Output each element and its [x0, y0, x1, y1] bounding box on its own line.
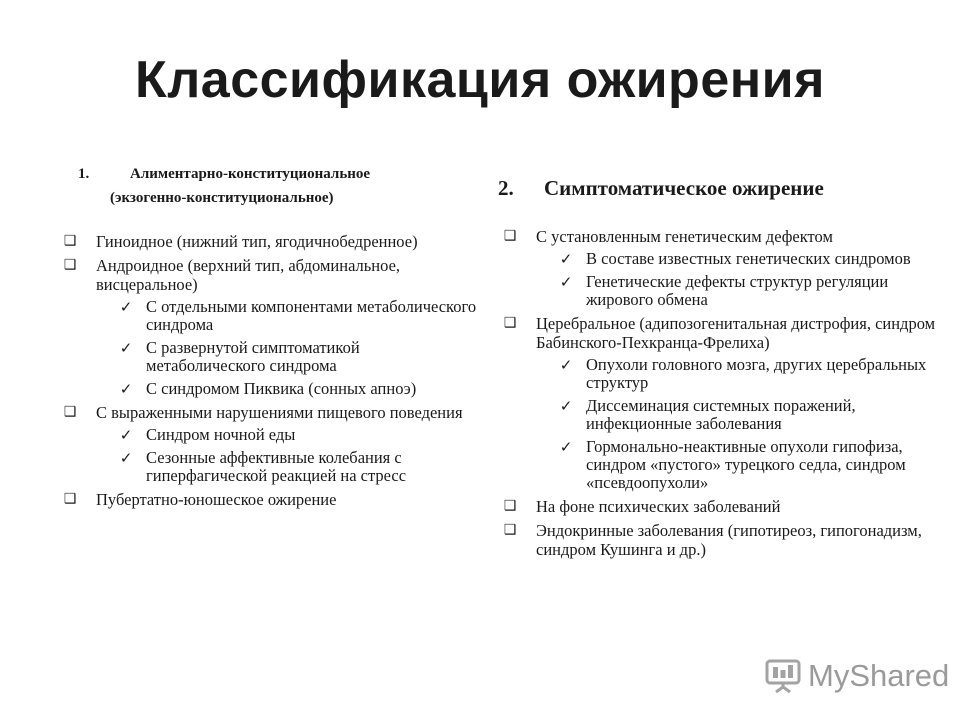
list-item — [500, 521, 940, 559]
sub-list-item — [536, 356, 940, 392]
list-item-text: На фоне психических заболеваний — [536, 497, 781, 516]
checkmark-icon: ✓ — [559, 438, 573, 456]
checkmark-icon: ✓ — [119, 380, 133, 398]
sub-list-item-text: Диссеминация системных поражений, инфекционные заболевания — [586, 396, 856, 433]
list-item-text: С установленным генетическим дефектом — [536, 227, 833, 246]
sub-list-item-text: Гормонально-неактивные опухоли гипофиза, синдром «пустого» турецкого седла, синдром «псевдоопухоли» — [586, 437, 906, 492]
list-item — [500, 314, 940, 492]
sub-list-item-text: Сезонные аффективные колебания с гиперфагической реакцией на стресс — [146, 448, 407, 485]
sub-list-item-text: Опухоли головного мозга, других церебральных структур — [586, 355, 927, 392]
checkbox-bullet-icon: ❑ — [63, 233, 77, 249]
list-item-text: Пубертатно-юношеское ожирение — [96, 490, 337, 509]
sub-list — [96, 298, 480, 398]
left-heading — [78, 162, 480, 210]
sub-list-item — [536, 397, 940, 433]
list-item — [60, 256, 480, 398]
checkmark-icon: ✓ — [119, 339, 133, 357]
right-heading — [498, 175, 940, 201]
checkbox-bullet-icon: ❑ — [63, 491, 77, 507]
left-heading-number: 1. — [78, 166, 90, 182]
list-item-text: Церебральное (адипозогенитальная дистрофия, синдром Бабинского-Пехкранца-Фрелиха) — [536, 314, 936, 352]
checkbox-bullet-icon: ❑ — [63, 257, 77, 273]
sub-list-item-text: С отдельными компонентами метаболического синдрома — [146, 297, 477, 334]
sub-list-item — [536, 273, 940, 309]
checkbox-bullet-icon: ❑ — [503, 315, 517, 331]
sub-list — [536, 356, 940, 492]
right-heading-number: 2. — [498, 176, 514, 200]
checkbox-bullet-icon: ❑ — [503, 522, 517, 538]
left-heading-line1: Алиментарно-конституциональное — [130, 166, 371, 182]
checkmark-icon: ✓ — [119, 298, 133, 316]
sub-list-item-text: С развернутой симптоматикой метаболического синдрома — [146, 338, 360, 375]
list-item-text: Андроидное (верхний тип, абдоминальное, висцеральное) — [96, 256, 401, 294]
left-heading-line2: (экзогенно-конституциональное) — [110, 190, 334, 206]
sub-list — [96, 426, 480, 485]
sub-list-item-text: Генетические дефекты структур регуляции жирового обмена — [586, 272, 889, 309]
sub-list-item — [96, 339, 480, 375]
list-item — [500, 497, 940, 516]
sub-list-item — [96, 449, 480, 485]
right-heading-text: Симптоматическое ожирение — [544, 176, 824, 200]
sub-list-item — [536, 438, 940, 492]
checkbox-bullet-icon: ❑ — [503, 498, 517, 514]
list-item-text: С выраженными нарушениями пищевого поведения — [96, 403, 463, 422]
checkbox-bullet-icon: ❑ — [63, 404, 77, 420]
page-title: Классификация ожирения — [135, 51, 825, 109]
presentation-logo-icon — [764, 658, 802, 694]
list-item — [60, 490, 480, 509]
sub-list-item — [96, 298, 480, 334]
checkmark-icon: ✓ — [119, 426, 133, 444]
right-column — [500, 175, 940, 564]
checkmark-icon: ✓ — [559, 250, 573, 268]
list-item-text: Эндокринные заболевания (гипотиреоз, гипогонадизм, синдром Кушинга и др.) — [536, 521, 922, 559]
right-list — [500, 227, 940, 559]
sub-list-item — [536, 250, 940, 268]
checkmark-icon: ✓ — [119, 449, 133, 467]
checkmark-icon: ✓ — [559, 397, 573, 415]
sub-list-item — [96, 426, 480, 444]
watermark-text: MyShared — [808, 658, 950, 693]
checkmark-icon: ✓ — [559, 273, 573, 291]
sub-list-item — [96, 380, 480, 398]
myshared-watermark — [764, 658, 949, 694]
list-item — [500, 227, 940, 309]
left-list — [60, 232, 480, 509]
list-item-text: Гиноидное (нижний тип, ягодичнобедренное) — [96, 232, 418, 251]
sub-list — [536, 250, 940, 309]
sub-list-item-text: Синдром ночной еды — [146, 425, 296, 444]
list-item — [60, 403, 480, 485]
sub-list-item-text: С синдромом Пиквика (сонных апноэ) — [146, 379, 417, 398]
checkmark-icon: ✓ — [559, 356, 573, 374]
checkbox-bullet-icon: ❑ — [503, 228, 517, 244]
list-item — [60, 232, 480, 251]
left-column — [60, 162, 480, 514]
sub-list-item-text: В составе известных генетических синдромов — [586, 249, 911, 268]
